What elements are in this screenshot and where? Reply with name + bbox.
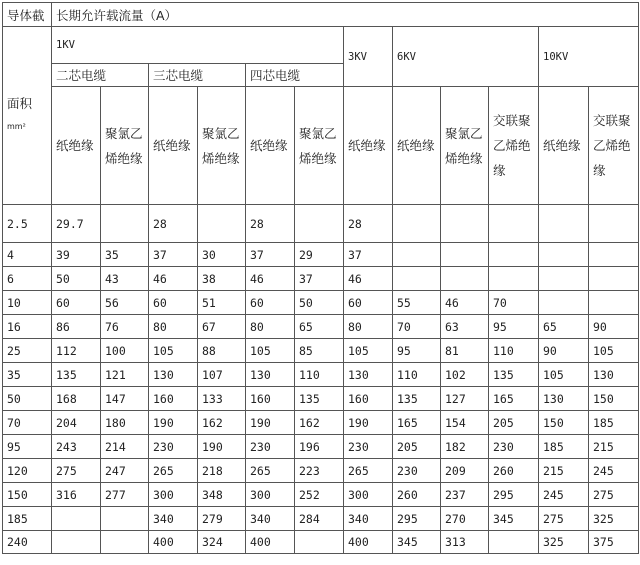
value-cell: 121 bbox=[101, 363, 149, 387]
value-cell: 324 bbox=[198, 531, 246, 554]
value-cell: 150 bbox=[589, 387, 639, 411]
value-cell: 275 bbox=[589, 483, 639, 507]
value-cell: 70 bbox=[393, 315, 441, 339]
value-cell: 340 bbox=[246, 507, 295, 531]
value-cell bbox=[539, 267, 589, 291]
value-cell: 46 bbox=[246, 267, 295, 291]
header-row-title bbox=[3, 3, 639, 27]
value-cell: 90 bbox=[539, 339, 589, 363]
value-cell: 105 bbox=[149, 339, 198, 363]
value-cell: 88 bbox=[198, 339, 246, 363]
header-pvc-insulation: 聚氯乙 烯绝缘 bbox=[101, 87, 149, 205]
value-cell: 168 bbox=[52, 387, 101, 411]
table-row bbox=[3, 243, 639, 267]
table-body bbox=[3, 3, 639, 554]
value-cell: 95 bbox=[489, 315, 539, 339]
value-cell: 295 bbox=[489, 483, 539, 507]
value-cell: 215 bbox=[539, 459, 589, 483]
value-cell: 102 bbox=[441, 363, 489, 387]
value-cell bbox=[52, 507, 101, 531]
value-cell bbox=[101, 531, 149, 554]
table-row bbox=[3, 205, 639, 243]
value-cell: 29.7 bbox=[52, 205, 101, 243]
value-cell: 162 bbox=[295, 411, 344, 435]
value-cell bbox=[393, 205, 441, 243]
value-cell: 28 bbox=[344, 205, 393, 243]
current-capacity-table bbox=[2, 2, 639, 554]
value-cell: 130 bbox=[246, 363, 295, 387]
value-cell: 135 bbox=[393, 387, 441, 411]
header-voltage-3kv: 3KV bbox=[344, 27, 393, 87]
value-cell: 95 bbox=[393, 339, 441, 363]
value-cell bbox=[198, 205, 246, 243]
value-cell bbox=[489, 205, 539, 243]
value-cell: 30 bbox=[198, 243, 246, 267]
value-cell: 43 bbox=[101, 267, 149, 291]
value-cell: 160 bbox=[344, 387, 393, 411]
header-xlpe-insulation: 交联聚 乙烯绝 缘 bbox=[589, 87, 639, 205]
value-cell: 316 bbox=[52, 483, 101, 507]
value-cell: 105 bbox=[539, 363, 589, 387]
value-cell: 29 bbox=[295, 243, 344, 267]
value-cell: 375 bbox=[589, 531, 639, 554]
value-cell bbox=[539, 291, 589, 315]
table-row bbox=[3, 315, 639, 339]
area-cell: 16 bbox=[3, 315, 52, 339]
header-two-core-cable: 二芯电缆 bbox=[52, 64, 149, 87]
value-cell: 340 bbox=[344, 507, 393, 531]
value-cell: 130 bbox=[149, 363, 198, 387]
header-voltage-6kv: 6KV bbox=[393, 27, 539, 87]
value-cell: 185 bbox=[539, 435, 589, 459]
value-cell: 39 bbox=[52, 243, 101, 267]
value-cell: 325 bbox=[539, 531, 589, 554]
value-cell: 204 bbox=[52, 411, 101, 435]
value-cell: 35 bbox=[101, 243, 149, 267]
value-cell: 265 bbox=[149, 459, 198, 483]
header-pvc-insulation: 聚氯乙 烯绝缘 bbox=[198, 87, 246, 205]
header-four-core-cable: 四芯电缆 bbox=[246, 64, 344, 87]
value-cell bbox=[489, 267, 539, 291]
area-cell: 95 bbox=[3, 435, 52, 459]
value-cell: 348 bbox=[198, 483, 246, 507]
area-cell: 25 bbox=[3, 339, 52, 363]
value-cell bbox=[295, 205, 344, 243]
value-cell: 135 bbox=[52, 363, 101, 387]
value-cell: 265 bbox=[344, 459, 393, 483]
value-cell: 81 bbox=[441, 339, 489, 363]
value-cell: 150 bbox=[539, 411, 589, 435]
table-row bbox=[3, 459, 639, 483]
value-cell: 245 bbox=[539, 483, 589, 507]
table-row bbox=[3, 363, 639, 387]
value-cell: 110 bbox=[295, 363, 344, 387]
value-cell: 37 bbox=[295, 267, 344, 291]
table-row bbox=[3, 411, 639, 435]
value-cell: 56 bbox=[101, 291, 149, 315]
header-voltage-1kv: 1KV bbox=[52, 27, 344, 64]
header-row-voltage bbox=[3, 27, 639, 64]
value-cell: 38 bbox=[198, 267, 246, 291]
header-pvc-insulation: 聚氯乙 烯绝缘 bbox=[441, 87, 489, 205]
value-cell: 130 bbox=[539, 387, 589, 411]
value-cell: 230 bbox=[393, 459, 441, 483]
value-cell: 60 bbox=[52, 291, 101, 315]
value-cell bbox=[589, 205, 639, 243]
value-cell: 46 bbox=[344, 267, 393, 291]
value-cell: 70 bbox=[489, 291, 539, 315]
value-cell: 67 bbox=[198, 315, 246, 339]
value-cell: 230 bbox=[246, 435, 295, 459]
value-cell: 76 bbox=[101, 315, 149, 339]
value-cell: 60 bbox=[149, 291, 198, 315]
value-cell: 205 bbox=[393, 435, 441, 459]
area-cell: 70 bbox=[3, 411, 52, 435]
value-cell bbox=[52, 531, 101, 554]
value-cell: 80 bbox=[344, 315, 393, 339]
value-cell: 260 bbox=[489, 459, 539, 483]
value-cell: 162 bbox=[198, 411, 246, 435]
table-row bbox=[3, 507, 639, 531]
value-cell: 85 bbox=[295, 339, 344, 363]
value-cell: 160 bbox=[149, 387, 198, 411]
value-cell: 275 bbox=[52, 459, 101, 483]
header-pvc-insulation: 聚氯乙 烯绝缘 bbox=[295, 87, 344, 205]
value-cell: 154 bbox=[441, 411, 489, 435]
area-cell: 4 bbox=[3, 243, 52, 267]
table-row bbox=[3, 435, 639, 459]
value-cell: 345 bbox=[393, 531, 441, 554]
header-paper-insulation: 纸绝缘 bbox=[539, 87, 589, 205]
value-cell: 196 bbox=[295, 435, 344, 459]
value-cell: 275 bbox=[539, 507, 589, 531]
value-cell: 28 bbox=[149, 205, 198, 243]
value-cell: 279 bbox=[198, 507, 246, 531]
value-cell: 247 bbox=[101, 459, 149, 483]
value-cell: 135 bbox=[295, 387, 344, 411]
area-cell: 10 bbox=[3, 291, 52, 315]
header-area-cell bbox=[3, 27, 52, 205]
value-cell bbox=[295, 531, 344, 554]
value-cell: 400 bbox=[246, 531, 295, 554]
table-row bbox=[3, 387, 639, 411]
value-cell: 37 bbox=[344, 243, 393, 267]
header-paper-insulation: 纸绝缘 bbox=[246, 87, 295, 205]
value-cell: 209 bbox=[441, 459, 489, 483]
header-area-label: 面积 bbox=[7, 95, 33, 111]
value-cell bbox=[589, 291, 639, 315]
value-cell: 130 bbox=[589, 363, 639, 387]
value-cell: 50 bbox=[52, 267, 101, 291]
header-section-label: 导体截 bbox=[3, 3, 52, 27]
header-paper-insulation: 纸绝缘 bbox=[52, 87, 101, 205]
value-cell: 230 bbox=[149, 435, 198, 459]
header-paper-insulation: 纸绝缘 bbox=[393, 87, 441, 205]
value-cell: 133 bbox=[198, 387, 246, 411]
value-cell bbox=[101, 205, 149, 243]
value-cell: 245 bbox=[589, 459, 639, 483]
value-cell: 51 bbox=[198, 291, 246, 315]
header-three-core-cable: 三芯电缆 bbox=[149, 64, 246, 87]
value-cell: 284 bbox=[295, 507, 344, 531]
header-main-title: 长期允许载流量（A） bbox=[52, 3, 639, 27]
value-cell: 270 bbox=[441, 507, 489, 531]
area-cell: 50 bbox=[3, 387, 52, 411]
value-cell: 243 bbox=[52, 435, 101, 459]
area-cell: 6 bbox=[3, 267, 52, 291]
value-cell bbox=[539, 243, 589, 267]
value-cell: 260 bbox=[393, 483, 441, 507]
value-cell: 180 bbox=[101, 411, 149, 435]
value-cell bbox=[441, 267, 489, 291]
value-cell: 325 bbox=[589, 507, 639, 531]
value-cell: 160 bbox=[246, 387, 295, 411]
area-cell: 240 bbox=[3, 531, 52, 554]
value-cell: 130 bbox=[344, 363, 393, 387]
value-cell: 295 bbox=[393, 507, 441, 531]
value-cell: 230 bbox=[344, 435, 393, 459]
value-cell: 300 bbox=[344, 483, 393, 507]
header-xlpe-insulation: 交联聚 乙烯绝 缘 bbox=[489, 87, 539, 205]
value-cell: 215 bbox=[589, 435, 639, 459]
value-cell: 135 bbox=[489, 363, 539, 387]
value-cell: 190 bbox=[246, 411, 295, 435]
value-cell: 400 bbox=[149, 531, 198, 554]
value-cell: 190 bbox=[198, 435, 246, 459]
value-cell bbox=[539, 205, 589, 243]
value-cell bbox=[393, 243, 441, 267]
area-cell: 2.5 bbox=[3, 205, 52, 243]
value-cell: 190 bbox=[344, 411, 393, 435]
value-cell bbox=[101, 507, 149, 531]
value-cell bbox=[489, 531, 539, 554]
value-cell: 28 bbox=[246, 205, 295, 243]
value-cell: 37 bbox=[149, 243, 198, 267]
area-cell: 35 bbox=[3, 363, 52, 387]
value-cell: 218 bbox=[198, 459, 246, 483]
value-cell: 340 bbox=[149, 507, 198, 531]
value-cell: 105 bbox=[589, 339, 639, 363]
value-cell: 110 bbox=[393, 363, 441, 387]
value-cell: 252 bbox=[295, 483, 344, 507]
value-cell: 63 bbox=[441, 315, 489, 339]
value-cell: 86 bbox=[52, 315, 101, 339]
value-cell: 105 bbox=[246, 339, 295, 363]
table-row bbox=[3, 291, 639, 315]
value-cell: 80 bbox=[246, 315, 295, 339]
value-cell: 60 bbox=[246, 291, 295, 315]
value-cell: 110 bbox=[489, 339, 539, 363]
value-cell: 90 bbox=[589, 315, 639, 339]
value-cell: 400 bbox=[344, 531, 393, 554]
value-cell: 105 bbox=[344, 339, 393, 363]
value-cell bbox=[441, 243, 489, 267]
value-cell: 65 bbox=[539, 315, 589, 339]
value-cell: 230 bbox=[489, 435, 539, 459]
value-cell: 345 bbox=[489, 507, 539, 531]
value-cell: 50 bbox=[295, 291, 344, 315]
value-cell: 107 bbox=[198, 363, 246, 387]
header-voltage-10kv: 10KV bbox=[539, 27, 639, 87]
header-paper-insulation: 纸绝缘 bbox=[344, 87, 393, 205]
value-cell: 265 bbox=[246, 459, 295, 483]
value-cell: 190 bbox=[149, 411, 198, 435]
value-cell bbox=[393, 267, 441, 291]
value-cell: 55 bbox=[393, 291, 441, 315]
value-cell: 147 bbox=[101, 387, 149, 411]
area-cell: 185 bbox=[3, 507, 52, 531]
value-cell: 223 bbox=[295, 459, 344, 483]
value-cell: 127 bbox=[441, 387, 489, 411]
value-cell: 214 bbox=[101, 435, 149, 459]
value-cell: 300 bbox=[246, 483, 295, 507]
value-cell: 165 bbox=[393, 411, 441, 435]
table-row bbox=[3, 339, 639, 363]
value-cell: 237 bbox=[441, 483, 489, 507]
value-cell bbox=[441, 205, 489, 243]
header-area-unit: mm² bbox=[7, 121, 26, 131]
value-cell: 277 bbox=[101, 483, 149, 507]
table-row bbox=[3, 267, 639, 291]
area-cell: 150 bbox=[3, 483, 52, 507]
value-cell bbox=[489, 243, 539, 267]
header-paper-insulation: 纸绝缘 bbox=[149, 87, 198, 205]
value-cell: 80 bbox=[149, 315, 198, 339]
header-row-insulation bbox=[3, 87, 639, 205]
value-cell: 112 bbox=[52, 339, 101, 363]
value-cell: 313 bbox=[441, 531, 489, 554]
value-cell bbox=[589, 243, 639, 267]
value-cell: 182 bbox=[441, 435, 489, 459]
value-cell: 37 bbox=[246, 243, 295, 267]
area-cell: 120 bbox=[3, 459, 52, 483]
table-row bbox=[3, 531, 639, 554]
value-cell: 46 bbox=[149, 267, 198, 291]
value-cell: 46 bbox=[441, 291, 489, 315]
value-cell bbox=[589, 267, 639, 291]
value-cell: 300 bbox=[149, 483, 198, 507]
value-cell: 65 bbox=[295, 315, 344, 339]
value-cell: 205 bbox=[489, 411, 539, 435]
value-cell: 185 bbox=[589, 411, 639, 435]
value-cell: 165 bbox=[489, 387, 539, 411]
value-cell: 100 bbox=[101, 339, 149, 363]
value-cell: 60 bbox=[344, 291, 393, 315]
table-row bbox=[3, 483, 639, 507]
